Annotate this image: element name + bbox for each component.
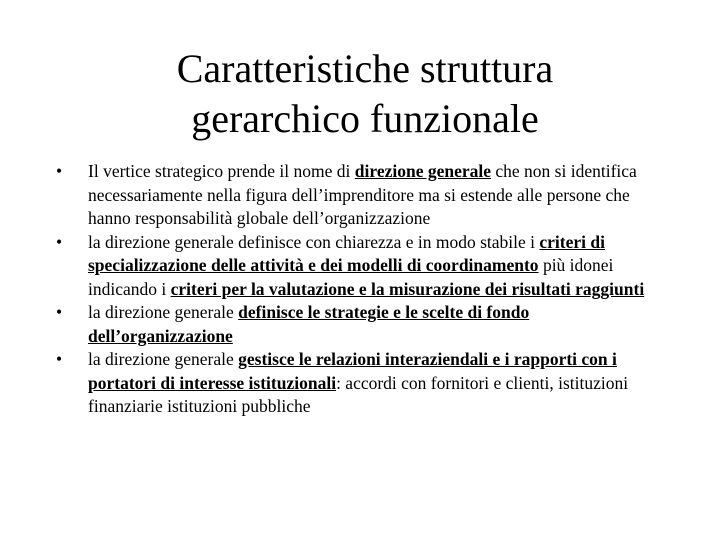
bullet-item: [56, 301, 666, 348]
bullet-marker: •: [56, 349, 63, 369]
emphasized-term: direzione generale: [354, 161, 492, 181]
bullet-text: la direzione generale: [88, 302, 239, 322]
bullet-text: la direzione generale definisce con chiarezza e in modo stabile i: [88, 231, 540, 252]
bullet-marker: •: [56, 302, 63, 322]
bullet-list: [56, 160, 666, 419]
bullet-text: più idonei indicando i: [88, 255, 614, 299]
title-line-1: Caratteristiche struttura: [176, 46, 554, 91]
title-line-2: gerarchico funzionale: [191, 96, 539, 141]
bullet-text: : accordi con fornitori e clienti, istituzioni finanziarie istituzioni pubbliche: [88, 372, 629, 416]
bullet-item: [56, 160, 666, 231]
bullet-marker: •: [56, 161, 63, 181]
bullet-marker: •: [56, 231, 63, 252]
emphasized-term: criteri di specializzazione delle attività e dei modelli di coordinamento: [88, 231, 605, 275]
emphasized-term: definisce le strategie e le scelte di fondo dell’organizzazione: [88, 302, 530, 346]
slide-title: [80, 44, 650, 144]
emphasized-term: criteri per la valutazione e la misurazione dei risultati raggiunti: [170, 278, 645, 299]
bullet-text: che non si identifica necessariamente nella figura dell’imprenditore ma si estende alle persone che hanno responsabilità globale dell’organizzazione: [88, 161, 637, 228]
bullet-item: [56, 231, 666, 302]
bullet-text: Il vertice strategico prende il nome di: [88, 161, 355, 181]
bullet-text: la direzione generale: [88, 349, 239, 369]
emphasized-term: gestisce le relazioni interaziendali e i rapporti con i portatori di interesse istituzionali: [88, 349, 617, 393]
bullet-item: [56, 348, 666, 419]
